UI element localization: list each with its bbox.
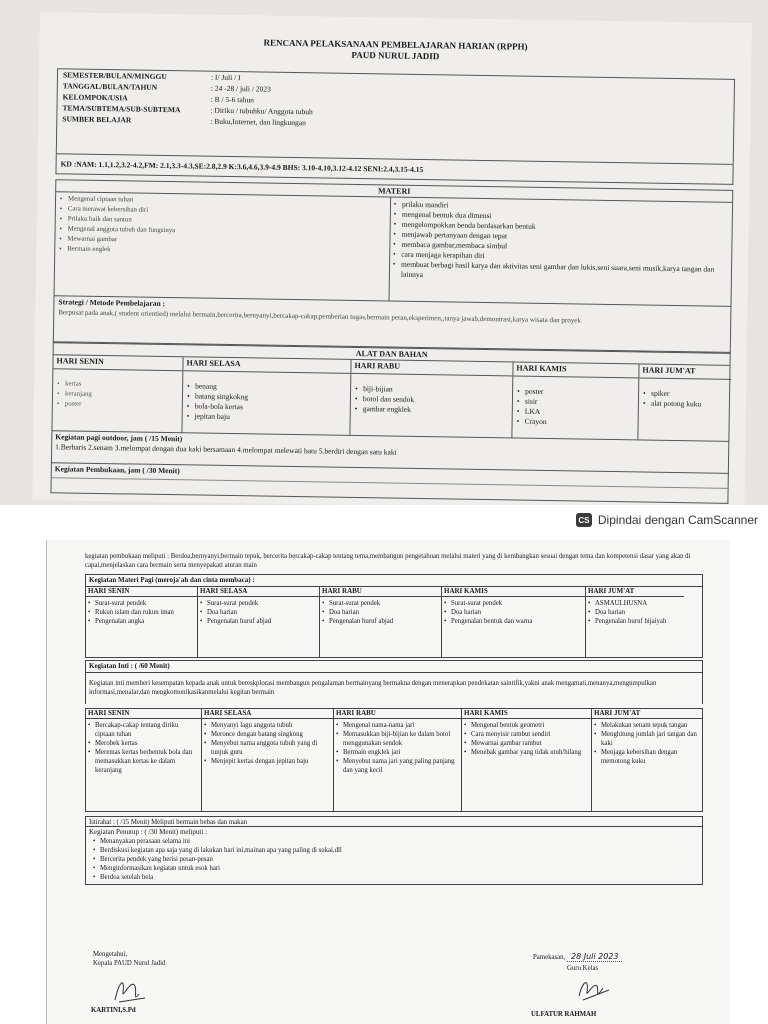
camscanner-logo-icon: CS [576,513,592,527]
strategi-text: Berpusat pada anak,( student orientied) melalui bermain,bercerita,bernyanyi,bercakap-cakap,pemberian tugas,bermain peran,eksperimen,,tanya jawab,demontrasi,karya wisata dan proyek [58,308,581,325]
list-item: • Mengenal bentuk geometri [464,721,589,730]
alat-col-senin [52,355,183,432]
kepala-label: Kepala PAUD Nurul Jadid [93,960,166,967]
penutup-box [85,827,703,885]
list-item: • Pengenalan angka [88,617,195,626]
guru-name: ULFATUR RAHMAH [531,1011,597,1018]
day-header: HARI RABU [351,360,512,377]
inti-col [202,709,334,811]
materi-pagi-col [442,587,586,657]
list-item: • Bermain engklek jari [336,748,459,757]
camscanner-watermark [576,513,758,527]
list-item: • Menyebut nama jari yang paling panjang dan yang kecil [336,757,459,775]
list-item: • Berdiskusi kegiatan apa saja yang di lakukan hari ini,mainan apa yang paling di sukai,dll [93,847,342,854]
list-item: ▪ Mewarnai gambar [59,234,379,249]
guru-signature-icon [575,974,615,1004]
list-item: • biji-bijian [355,384,512,396]
list-item: ▪ prilaku mandiri [394,200,724,215]
day-header: HARI SENIN [86,709,201,719]
list-item: ▪ membuat berbagi hasil karya dan aktivitas seni gambar dan lukis,seni suara,seni musik,karya tangan dan lainnya [393,260,723,285]
alat-header: ALAT DAN BAHAN [53,342,731,366]
list-item: ▪ mengelompokkan benda berdasarkan bentuk [394,220,724,235]
scan-page-2 [46,540,730,1024]
materi-right-list [393,200,724,285]
materi-pagi-col [198,587,320,657]
document-title-block [39,34,751,67]
materi-pagi-col [586,587,684,657]
rpph-sheet-1 [32,12,752,505]
list-item: • Crayon [517,417,638,429]
identity-value: : 24 -28 / juli / 2023 [210,83,271,94]
identity-value: : Diriku / tubuhku/ Anggota tubuh [210,105,313,117]
list-item: • Surat-surat pendek [322,599,439,608]
materi-box [54,192,734,307]
day-header: HARI KAMIS [513,362,638,378]
materi-header: MATERI [55,179,733,203]
list-item: • bola-bola kertas [187,401,350,414]
list-item: • benang [187,381,350,394]
list-item: ▪ Prilaku baik dan santun [60,214,380,229]
alat-col-jumat [638,364,731,440]
list-item: • Pengenalan huruf hijaiyah [588,617,682,626]
list-item: • Menanyakan perasaan selama ini [93,838,191,845]
identity-value: : Buku,Internet, dan lingkungan [210,116,306,128]
kepala-name: KARTINI,S.Pd [91,1007,136,1014]
kd-line: KD :NAM: 1.1,1.2,3.2-4.2,FM: 2.1,3.3-4.3,SE:2.8,2.9 K:3.6,4.6,3.9-4.9 BHS: 3.10-4.10,3.12-4.12 SENI:2.4,3.15-4.15 [55,154,733,185]
day-header: HARI KAMIS [442,587,585,597]
inti-table [85,708,703,812]
kegiatan-inti-box [85,660,703,704]
list-item: • Pengenalan huruf abjad [200,617,317,626]
materi-divider [389,198,392,301]
day-header: HARI SELASA [183,357,350,374]
materi-pagi-heading: Kegiatan Materi Pagi (meroja'ah dan cinta membaca) : [86,575,702,587]
list-item: • Berdoa setelah bela [93,874,154,881]
list-item: ▪ mengenal bentuk dua dimensi [394,210,724,225]
list-item: • Surat-surat pendek [88,599,195,608]
list-item: • Melakukan senam tepuk tangan [594,721,700,730]
list-item: • Pengenalan bentuk dan warna [444,617,583,626]
identity-key: TANGGAL/BULAN/TAHUN [62,81,158,92]
alat-col-selasa [182,357,351,435]
camscanner-label: Dipindai dengan CamScanner [597,513,758,527]
materi-pagi-table [85,574,703,658]
list-item: • ASMAULHUSNA [588,599,682,608]
alat-col-rabu [350,360,513,438]
strategi-heading: Strategi / Metode Pembelajaran : [58,297,166,309]
signature-left [93,950,165,968]
identity-key: KELOMPOK/USIA [62,92,128,103]
list-item: ▪ Mengenal anggota tubuh dan fungsinya [60,224,380,239]
list-item: ▪ Bermain englek [59,244,379,259]
list-item: ▪ cara menjaga kerapihan diri [393,250,723,265]
list-item: • gambar engklek [355,404,512,416]
list-item: • Mengenal nama-nama jari [336,721,459,730]
materi-left-list [59,194,380,259]
list-item-text: Bercerita pendek yang berisi pesan-pesan [100,856,213,863]
kegiatan-pagi-text: 1.Berbaris 2.senam 3.melompat dengan dua kaki bersamaan 4.melompat melewati batu 5.berdiri dengan satu kaki [55,442,397,457]
day-header: HARI RABU [334,709,461,719]
list-item: • botol dan sendok [355,394,512,406]
list-item: • poster [517,387,638,399]
list-item: • Menyanyi lagu anggota tubuh [204,721,331,730]
alat-box [51,355,730,442]
mengetahui-label: Mengetahui, [93,951,128,958]
list-item: • spiker [643,389,731,400]
list-item: • Surat-surat pendek [200,599,317,608]
inti-col [86,709,202,811]
list-item: • Cara menyisir rambut sendiri [464,730,589,739]
identity-key: TEMA/SUBTEMA/SUB-SUBTEMA [62,103,181,115]
list-item: • Doa harian [588,608,682,617]
list-item-text: Berdiskusi kegiatan apa saja yang di lakukan hari ini,mainan apa yang paling di sukai,dll [100,847,342,854]
list-item: • Bercakap-cakap tentang diriku ciptaan tuhan [88,721,199,739]
list-item: • LKA [517,407,638,419]
document-title: RENCANA PELAKSANAAN PEMBELAJARAN HARIAN (RPPH) [263,37,528,52]
identity-value: : B / 5-6 tahun [210,94,255,105]
day-header: HARI SENIN [53,355,182,371]
list-item: • Merobek kertas [88,739,199,748]
list-item-text: Menginformasikan kegiatan untuk esok hari [100,865,221,872]
identity-key: SEMESTER/BULAN/MINGGU [62,70,167,81]
day-header: HARI JUM'AT [639,364,731,379]
day-header: HARI JUM'AT [586,587,684,597]
inti-col [592,709,702,811]
list-item: • keranjang [57,389,182,401]
list-item: • Pengenalan huruf abjad [322,617,439,626]
list-item: • batang singkokng [187,391,350,404]
guru-kelas-label: Guru Kelas [567,965,599,972]
list-item: ▪ Mengenal ciptaan tuhan [60,194,380,209]
list-item: • Menyebut nama anggota tubuh yang di tunjuk guru [204,739,331,757]
handwritten-date: 28 Juli 2023 [567,952,623,962]
list-item: • Doa harian [444,608,583,617]
kegiatan-pagi-heading: Kegiatan pagi outdoor, jam ( /15 Menit) [55,432,183,444]
inti-text: Kegiatan inti memberi kesempatan kepada anak untuk bereskplorasi membangun pengalaman bermainyang bermakna dengan menerapkan pendekatan saintifik,yakni anak mengamati,menanya,mengumpulkan informasi,menalar,dan mengkomonikasikanmelalui kegitan bermain [89,680,657,696]
identity-box [56,68,735,165]
school-name: PAUD NURUL JADID [351,49,440,62]
list-item: • kertas [57,379,182,391]
day-header: HARI SELASA [202,709,333,719]
list-item: • jepitan baju [187,411,350,424]
list-item: • Memasukkan biji-bijian ke dalam botol menggunakan sendok [336,730,459,748]
kepala-signature-icon [109,972,153,1006]
inti-col [462,709,592,811]
materi-pagi-col [320,587,442,657]
list-item: • alat potong kuku [643,399,731,410]
list-item: • Meremas kertas berbentuk bola dan memasukkan kertas ke dalam keranjang [88,748,199,775]
list-item: • Mewarnai gambar rambut [464,739,589,748]
list-item: • Bercerita pendek yang berisi pesan-pesan [93,856,213,863]
day-header: HARI JUM'AT [592,709,702,719]
alat-col-kamis [512,362,639,439]
list-item-text: Menanyakan perasaan selama ini [100,838,191,845]
pembukaan-text: kegiatan pembukaan meliputi : Berdoa,bernyanyi,bermain tepuk, bercerita bercakap-cakap tentang tema,membangun pengetahuan melalui materi yang di kembangkan sesuai dengan tema dan kompetensi dasar yang akan di capai,menjelaskan cara bermain serta menyepakati aturan main [85,553,691,569]
identity-key: SUMBER BELAJAR [62,114,132,125]
list-item: • Menebak gambar yang tidak utuh/hilang [464,748,589,757]
identity-value: : I/ Juli / I [210,72,241,83]
list-item: • sisir [517,397,638,409]
scan-page-1 [0,0,768,505]
day-header: HARI SENIN [86,587,197,597]
penutup-heading: Kegiatan Penutup : ( /30 Menit) meliputi : [89,828,208,836]
list-item: • Menginformasikan kegiatan untuk esok hari [93,865,221,872]
list-item: ▪ Cara merawat kebersihan diri [60,204,380,219]
day-header: HARI KAMIS [462,709,591,719]
list-item: • Meronce dengan batang singkong [204,730,331,739]
inti-heading: Kegiatan Inti : ( /60 Menit) [86,661,702,673]
day-header: HARI SELASA [198,587,319,597]
place-label: Pamekasan, [533,954,566,961]
list-item: • Menghitung jumlah jari tangan dan kaki [594,730,700,748]
list-item: • poster [57,399,182,411]
list-item: • Doa harian [200,608,317,617]
istirahat-row: Istirahat : ( /15 Menit) Meliputi bermain bebas dan makan [85,816,703,827]
list-item: ▪ membaca gambar,membaca simbul [393,240,723,255]
list-item: • Menjepit kertas dengan jepitan baju [204,757,331,766]
list-item: ▪ menjawab pertanyaan dengan tepat [393,230,723,245]
list-item-text: Berdoa setelah bela [100,874,154,881]
materi-pagi-col [86,587,198,657]
inti-col [334,709,462,811]
list-item: • Surat-surat pendek [444,599,583,608]
list-item: • Doa harian [322,608,439,617]
date-line [533,952,622,962]
list-item: • Rukun islam dan rukun iman [88,608,195,617]
kegiatan-pembukaan-heading: Kegiatan Pembukaan, jam ( /30 Menit) [54,464,180,476]
day-header: HARI RABU [320,587,441,597]
list-item: • Menjaga kebersihan dengan memotong kuku [594,748,700,766]
